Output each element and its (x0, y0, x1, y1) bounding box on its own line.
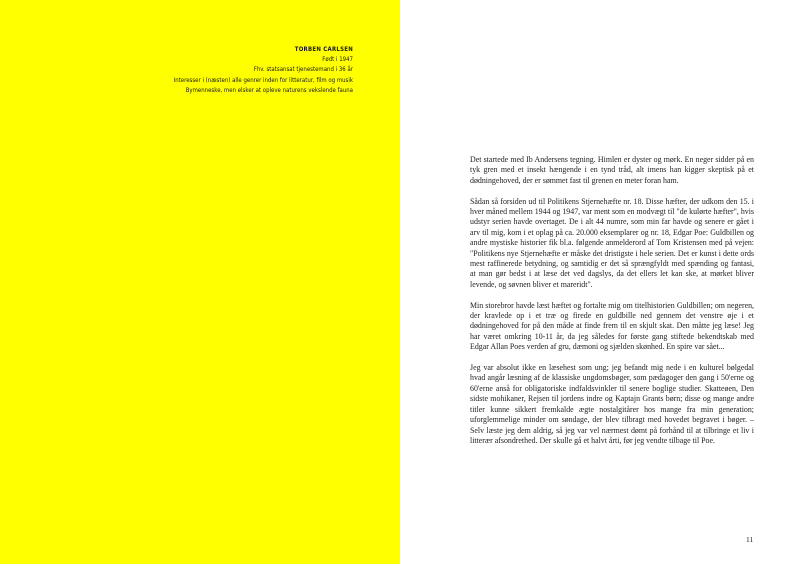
page-number: 11 (746, 535, 754, 544)
author-interests: Interesser i (næsten) alle genrer inden for litteratur, film og musik (173, 76, 353, 84)
article-paragraph: Min storebror havde læst hæftet og fortalte mig om titelhistorien Guldbillen; om negeren, der kravlede op i et træ og firede en guldbille ned gennem det venstre øje i et dødningehoved for på den måde at finde frem til en skjult skat. Den måtte jeg læse! Jeg har været omkring 10-11 år, da jeg således for første gang stiftede bekendtskab med Edgar Allan Poes verden af gru, dæmoni og sjælden skønhed. En spire var sået... (470, 300, 754, 352)
article-paragraph: Sådan så forsiden ud til Politikens Stjernehæfte nr. 18. Disse hæfter, der udkom den 15. i hver måned mellem 1944 og 1947, var ment som en modvægt til "de kulørte hæfter", hvis udstyr serien havde overtaget. De i alt 44 numre, som min far havde og senere er gået i arv til mig, kom i et oplag på ca. 20.000 eksemplarer og nr. 18, Edgar Poe: Guldbillen og andre mystiske historier fik bl.a. følgende anmelderord af Tom Kristensen med på vejen: "Politikens nye Stjernehæfte er måske det dristigste i hele serien. Det er kunst i dette ords mest raffinerede betydning, og samtidig er det så sprængfyldt med spænding og fantasi, at man gør bedst i at læse det ved dagslys, da det ellers let kan ske, at mørket bliver levende, og søvnen bliver et mareridt". (470, 196, 754, 289)
article-body (470, 155, 754, 457)
author-bio (95, 45, 353, 96)
author-occupation: Fhv. statsansat tjenestemand i 36 år (253, 66, 353, 74)
article-paragraph: Det startede med Ib Andersens tegning. Himlen er dyster og mørk. En neger sidder på en tyk gren med et insekt hængende i en tynd tråd, alt imens han kigger skeptisk på et dødningehoved, der er sømmet fast til grenen en meter foran ham. (470, 155, 754, 185)
author-born: Født i 1947 (322, 56, 353, 64)
author-name: TORBEN CARLSEN (294, 46, 353, 53)
article-paragraph: Jeg var absolut ikke en læsehest som ung; jeg befandt mig nede i en kulturel bølgedal hvad angår læsning af de klassiske ungdomsbøger, som pædagoger den gang i 50'erne og 60'erne anså for obligatoriske indfaldsvinkler til senere boglige studier. Skatteøen, Den sidste mohikaner, Rejsen til jordens indre og Kaptajn Grants børn; disse og mange andre titler kunne sikkert fremkalde ægte nostalgitårer hos mange fra min generation; uforglemmelige minder om søndage, der blev tilbragt med hovedet begravet i bøger. – Selv læste jeg dem aldrig, så jeg var vel nærmest dømt på forhånd til at tilbringe et liv i litterær afsondrethed. Der skulle gå et halvt årti, før jeg vendte tilbage til Poe. (470, 363, 754, 445)
author-description: Bymenneske, men elsker at opleve naturens vekslende fauna (185, 86, 353, 94)
